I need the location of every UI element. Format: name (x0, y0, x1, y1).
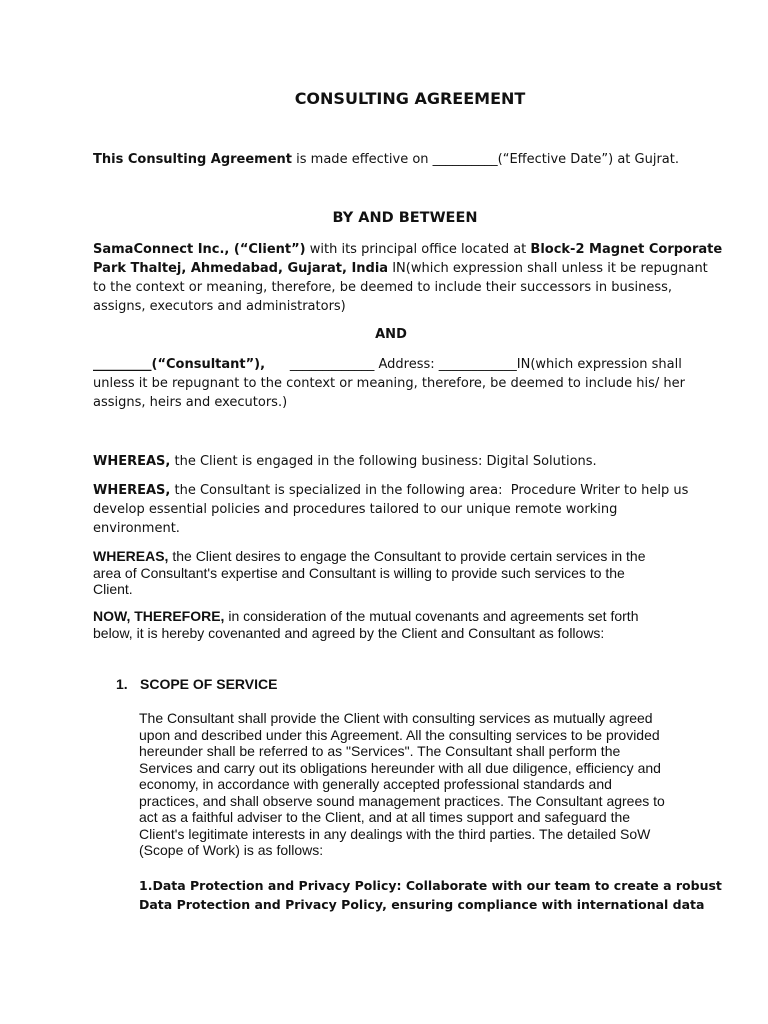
section-heading (116, 676, 277, 692)
now-therefore-text: below, it is hereby covenanted and agreed by the Client and Consultant as follows: (93, 624, 605, 641)
scope-line: practices, and shall observe sound management practices. The Consultant agrees to (139, 792, 665, 809)
consultant-name: _________(“Consultant”), (93, 357, 266, 372)
intro-text: is made effective on __________(“Effective Date”) at Gujrat. (292, 152, 679, 167)
client-text: to the context or meaning, therefore, be deemed to include their successors in business, (93, 280, 673, 295)
intro-lead: This Consulting Agreement (93, 152, 293, 167)
now-therefore-paragraph (93, 608, 638, 641)
whereas-engagement (93, 548, 646, 598)
between-heading: BY AND BETWEEN (332, 210, 478, 226)
sow-item-line: Data Protection and Privacy Policy, ensuring compliance with international data (139, 897, 705, 912)
intro-paragraph (93, 150, 679, 169)
whereas-text: the Client desires to engage the Consultant to provide certain services in the (168, 548, 646, 564)
client-address: Block-2 Magnet Corporate (530, 242, 723, 257)
scope-line: economy, in accordance with generally accepted professional standards and (139, 776, 612, 792)
client-paragraph (93, 240, 722, 316)
client-text: assigns, executors and administrators) (93, 299, 346, 314)
sow-item-1 (139, 876, 722, 914)
whereas-text: the Consultant is specialized in the following area: Procedure Writer to help us (170, 483, 689, 498)
whereas-text: develop essential policies and procedures tailored to our unique remote working (93, 502, 618, 517)
whereas-business (93, 452, 597, 471)
scope-line: (Scope of Work) is as follows: (139, 842, 324, 858)
scope-paragraph (139, 710, 665, 859)
whereas-specialization (93, 481, 688, 538)
scope-line: Client's legitimate interests in any dealings with the third parties. The detailed SoW (139, 825, 651, 842)
scope-line: Services and carry out its obligations hereunder with all due diligence, efficiency and (139, 759, 661, 776)
whereas-text: the Client is engaged in the following business: Digital Solutions. (170, 454, 597, 469)
now-therefore-label: NOW, THEREFORE, (93, 608, 225, 624)
client-text: IN(which expression shall unless it be repugnant (388, 261, 708, 276)
scope-line: hereunder shall be referred to as "Services". The Consultant shall perform the (139, 743, 621, 759)
consultant-paragraph (93, 355, 685, 412)
whereas-text: Client. (93, 581, 133, 597)
scope-line: upon and described under this Agreement. All the consulting services to be provided (139, 726, 660, 743)
scope-line: The Consultant shall provide the Client with consulting services as mutually agreed (139, 710, 653, 726)
consultant-text: _____________ Address: ____________IN(which expression shall (265, 357, 682, 372)
now-therefore-text: in consideration of the mutual covenants and agreements set forth (224, 608, 639, 624)
sow-item-line: 1.Data Protection and Privacy Policy: Collaborate with our team to create a robust (139, 878, 722, 893)
whereas-text: environment. (93, 521, 180, 536)
and-heading: AND (375, 327, 407, 342)
consultant-text: unless it be repugnant to the context or meaning, therefore, be deemed to include his/ her (93, 376, 685, 391)
whereas-label: WHEREAS, (93, 483, 171, 498)
section-number: 1. (116, 676, 128, 692)
client-name: SamaConnect Inc., (“Client”) (93, 242, 306, 257)
whereas-label: WHEREAS, (93, 548, 169, 564)
client-address-cont: Park Thaltej, Ahmedabad, Gujarat, India (93, 261, 389, 276)
whereas-label: WHEREAS, (93, 454, 171, 469)
section-title: SCOPE OF SERVICE (140, 676, 278, 692)
scope-line: act as a faithful adviser to the Client, and at all times support and safeguard the (139, 809, 631, 825)
consultant-text: assigns, heirs and executors.) (93, 395, 288, 410)
whereas-text: area of Consultant's expertise and Consultant is willing to provide such services to the (93, 564, 625, 581)
document-title: CONSULTING AGREEMENT (294, 89, 526, 108)
client-text: with its principal office located at (305, 242, 531, 257)
